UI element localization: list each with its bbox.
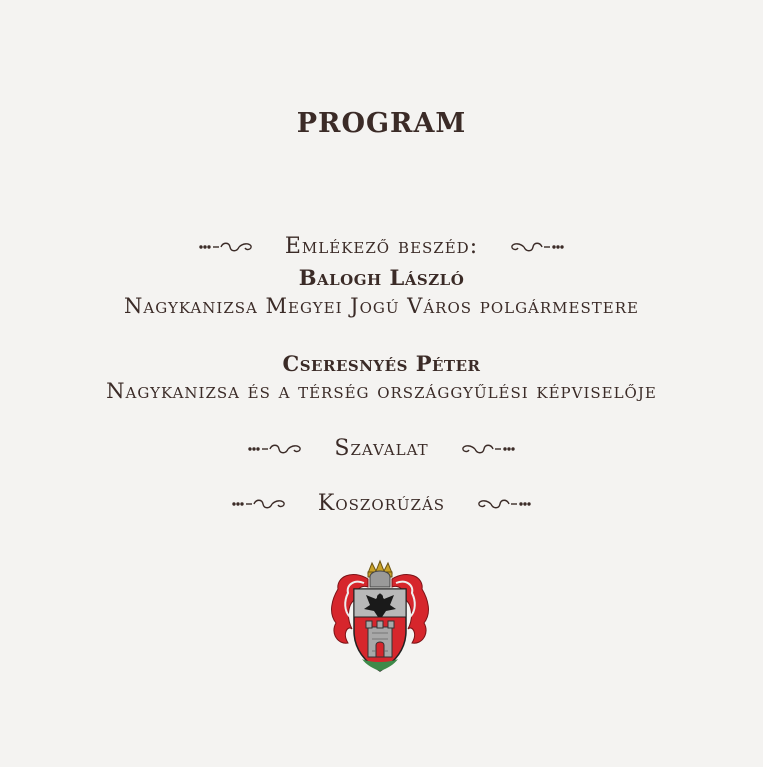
wreath-heading xyxy=(0,491,763,516)
coat-of-arms-icon xyxy=(324,559,436,676)
speaker1-role: Nagykanizsa Megyei Jogú Város polgármestere xyxy=(124,294,639,318)
speech-heading xyxy=(0,234,763,259)
speaker1-name: Balogh László xyxy=(298,265,465,290)
speech-label: Emlékező beszéd: xyxy=(284,234,479,259)
recital-label: Szavalat xyxy=(334,436,429,461)
recital-heading xyxy=(0,436,763,461)
wreath-label: Koszorúzás xyxy=(317,491,446,516)
flourish-right-icon xyxy=(475,497,531,511)
flourish-left-icon xyxy=(199,240,255,254)
page-title: PROGRAM xyxy=(296,108,467,139)
flourish-right-icon xyxy=(459,442,515,456)
flourish-left-icon xyxy=(232,497,288,511)
flourish-left-icon xyxy=(248,442,304,456)
flourish-right-icon xyxy=(508,240,564,254)
speaker2-name: Cseresnyés Péter xyxy=(282,351,481,376)
speaker2-role: Nagykanizsa és a térség országgyűlési képviselője xyxy=(106,379,657,403)
